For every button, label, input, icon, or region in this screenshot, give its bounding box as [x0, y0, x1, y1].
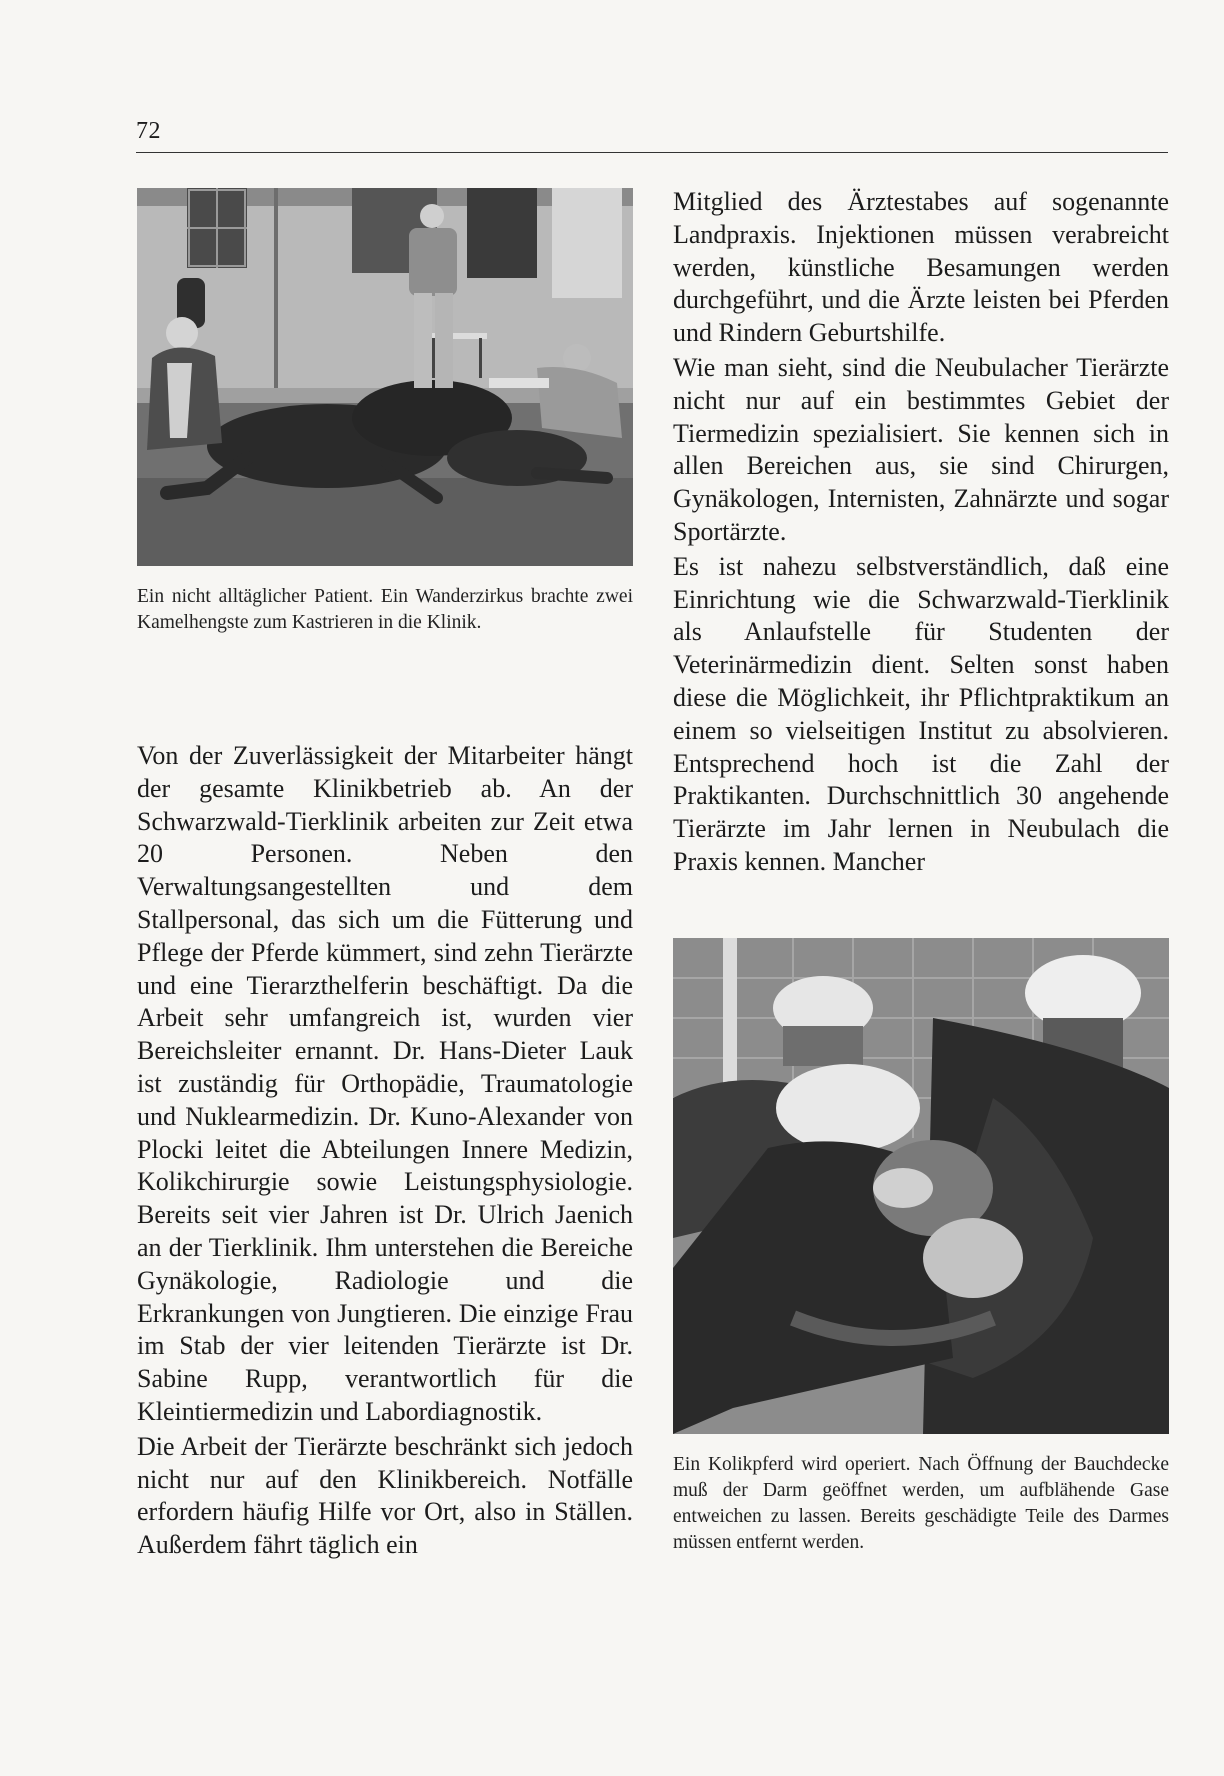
header-rule — [136, 152, 1168, 153]
left-column-text — [137, 740, 633, 1564]
right-column-text — [673, 186, 1169, 881]
surgery-photo — [673, 938, 1169, 1434]
paragraph: Die Arbeit der Tierärzte beschränkt sich jedoch nicht nur auf den Klinikbereich. Notfälle erfordern häufig Hilfe vor Ort, also in Ställen. Außerdem fährt täglich ein — [137, 1431, 633, 1560]
paragraph: Mitglied des Ärztestabes auf sogenannte Landpraxis. Injektionen müssen verabreicht werden, künstliche Besamungen werden durchgeführt, und die Ärzte leisten bei Pferden und Rindern Geburtshilfe. — [673, 187, 1169, 348]
paragraph: Wie man sieht, sind die Neubulacher Tierärzte nicht nur auf ein bestimmtes Gebiet der Tiermedizin spezialisiert. Sie kennen sich in allen Bereichen aus, sie sind Chirurgen, Gynäkologen, Internisten, Zahnärzte und sogar Sportärzte. — [673, 352, 1169, 546]
page-number: 72 — [136, 118, 161, 144]
camel-photo — [137, 188, 633, 566]
paragraph: Von der Zuverlässigkeit der Mitarbeiter hängt der gesamte Klinikbetrieb ab. An der Schwarzwald-Tierklinik arbeiten zur Zeit etwa 20 Personen. Neben den Verwaltungsangestellten und dem Stallpersonal, das sich um die Fütterung und Pflege der Pferde kümmert, sind zehn Tierärzte und eine Tierarzthelferin beschäftigt. Da die Arbeit sehr umfangreich ist, wurden vier Bereichsleiter ernannt. Dr. Hans-Dieter Lauk ist zuständig für Orthopädie, Traumatologie und Nuklearmedizin. Dr. Kuno-Alexander von Plocki leitet die Abteilungen Innere Medizin, Kolikchirurgie sowie Leistungsphysiologie. Bereits seit vier Jahren ist Dr. Ulrich Jaenich an der Tierklinik. Ihm unterstehen die Bereiche Gynäkologie, Radiologie und die Erkrankungen von Jungtieren. Die einzige Frau im Stab der vier leitenden Tierärzte ist Dr. Sabine Rupp, verantwortlich für die Kleintiermedizin und Labordiagnostik. — [137, 741, 633, 1426]
photo-caption-1: Ein nicht alltäglicher Patient. Ein Wanderzirkus brachte zwei Kamelhengste zum Kastrieren in die Klinik. — [137, 586, 633, 633]
photo-caption-2: Ein Kolikpferd wird operiert. Nach Öffnung der Bauchdecke muß der Darm geöffnet werden, um aufblähende Gase entweichen zu lassen. Bereits geschädigte Teile des Darmes müssen entfernt werden. — [673, 1454, 1169, 1553]
paragraph: Es ist nahezu selbstverständlich, daß eine Einrichtung wie die Schwarzwald-Tierklinik als Anlaufstelle für Studenten der Veterinärmedizin dient. Selten sonst haben diese die Möglichkeit, ihr Pflichtpraktikum an einem so vielseitigen Institut zu absolvieren. Entsprechend hoch ist die Zahl der Praktikanten. Durchschnittlich 30 angehende Tierärzte im Jahr lernen in Neubulach die Praxis kennen. Mancher — [673, 551, 1169, 876]
